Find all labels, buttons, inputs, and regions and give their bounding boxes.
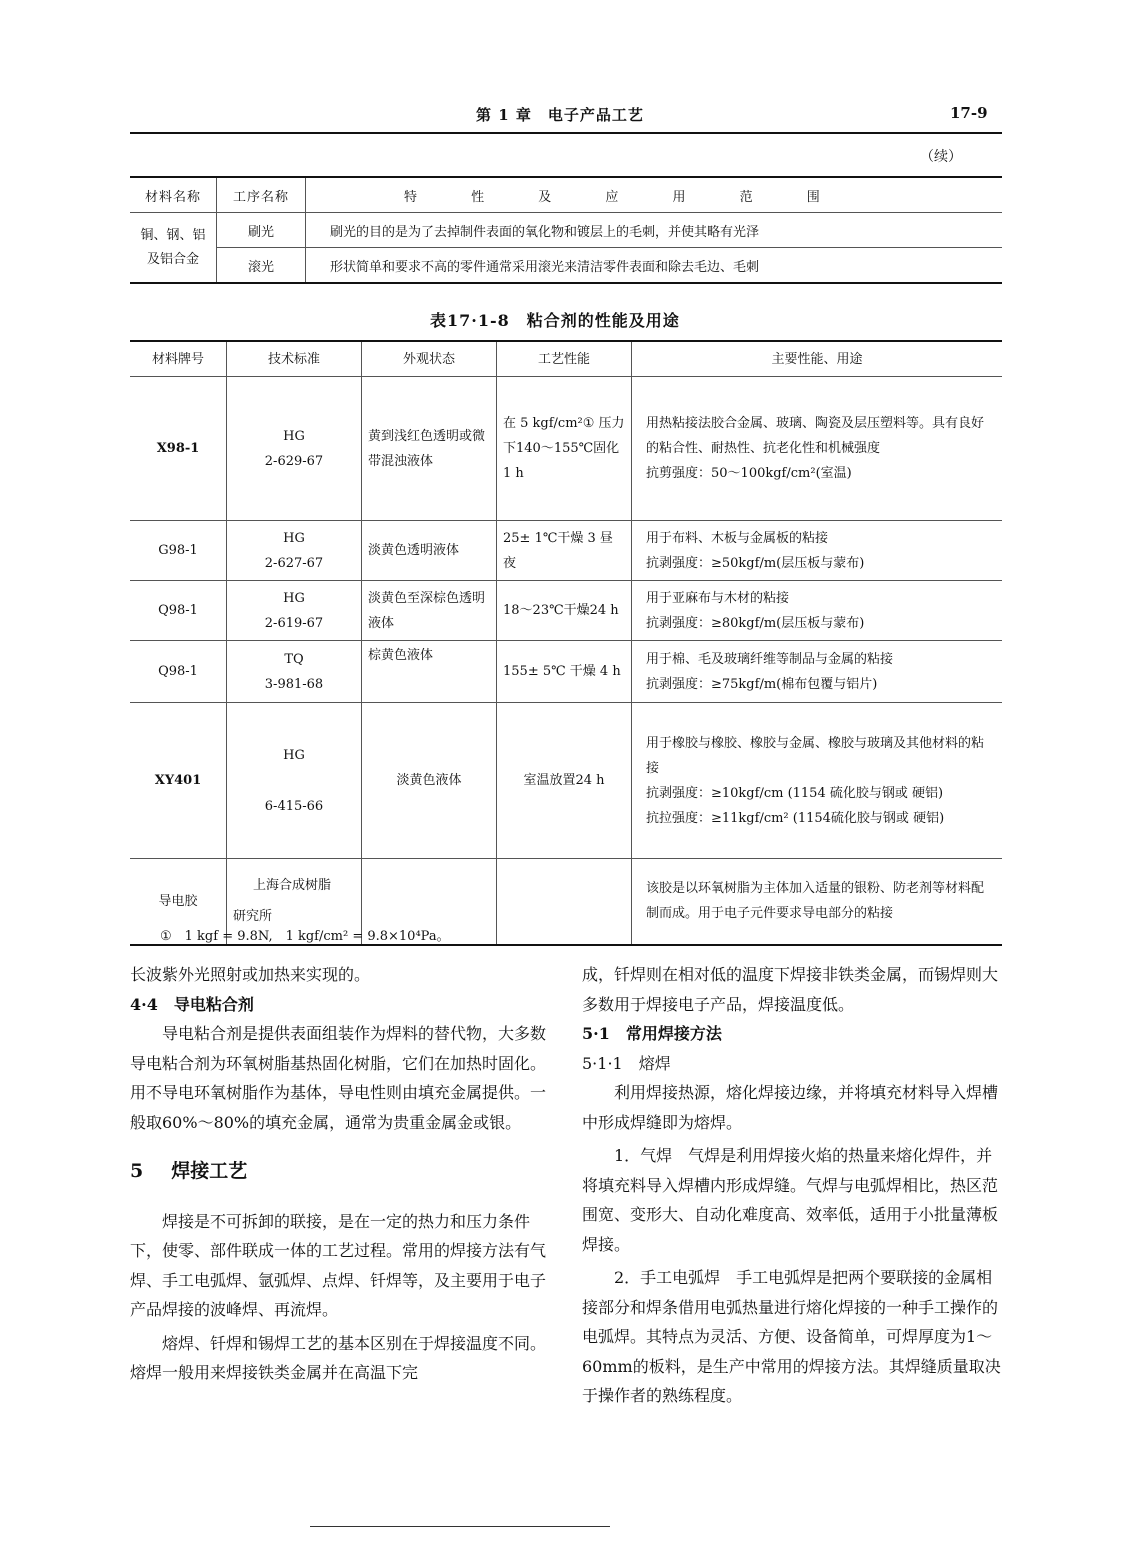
usage-line: 用于亚麻布与木材的粘接 — [646, 590, 790, 606]
standard-cell — [227, 581, 362, 641]
table-row — [130, 521, 1002, 581]
standard-number: 研究所 — [233, 909, 273, 925]
paragraph: 2．手工电弧焊 手工电弧焊是把两个要联接的金属相接部分和焊条借用电弧热量进行熔化焊接的一种手工操作的电弧焊。其特点为灵活、方便、设备简单，可焊厚度为1～60mm的板料，是生产中常用的焊接方法。其焊缝质量取决于操作者的熟练程度。 — [582, 1268, 1001, 1405]
paragraph: 1．气焊 气焊是利用焊接火焰的热量来熔化焊件，并将填充料导入焊槽内形成焊缝。气焊与电弧焊相比，热区范围宽、变形大、自动化难度高、效率低，适用于小批量薄板焊接。 — [582, 1146, 999, 1254]
table-header-row — [130, 177, 1002, 213]
grade-cell: 导电胶 — [130, 859, 227, 945]
usage-line: 抗剥强度：≥80kgf/m(层压板与蒙布) — [646, 615, 865, 631]
appearance-cell: 淡黄色液体 — [362, 703, 497, 859]
paragraph: 焊接是不可拆卸的联接，是在一定的热力和压力条件下，使零、部件联成一体的工艺过程。常用的焊接方法有气焊、手工电弧焊、氩弧焊、点焊、钎焊等，及主要用于电子产品焊接的波峰焊、再流焊。 — [130, 1211, 547, 1319]
process-cell — [497, 859, 632, 945]
standard-code: 上海合成树脂 — [253, 878, 332, 894]
standard-number: 2-627-67 — [264, 555, 324, 571]
usage-line: 抗剥强度：≥50kgf/m(层压板与蒙布) — [646, 555, 865, 571]
appearance-cell: 棕黄色液体 — [362, 641, 497, 703]
table-row — [130, 377, 1002, 521]
process-cell: 18～23℃干燥24 h — [497, 581, 632, 641]
usage-cell — [632, 521, 1003, 581]
appearance-cell: 淡黄色透明液体 — [362, 521, 497, 581]
grade-cell: XY401 — [130, 703, 227, 859]
usage-cell — [632, 641, 1003, 703]
usage-cell — [632, 703, 1003, 859]
table-header-cell: 特 性 及 应 用 范 围 — [306, 177, 1003, 213]
standard-code: HG — [283, 590, 305, 606]
standard-number: 2-619-67 — [264, 615, 324, 631]
table-header-cell: 主要性能、用途 — [632, 341, 1003, 377]
process-cell: 室温放置24 h — [497, 703, 632, 859]
section-heading: 5·1 常用焊接方法 — [582, 1024, 722, 1043]
table-caption: 表17·1-8 粘合剂的性能及用途 — [430, 311, 680, 330]
standard-code: HG — [283, 428, 305, 444]
right-column — [582, 960, 1004, 1411]
standard-cell — [227, 521, 362, 581]
process-cell: 刷光 — [217, 213, 306, 248]
grade-cell: Q98-1 — [130, 641, 227, 703]
usage-line: 抗拉强度：≥11kgf/cm² (1154硫化胶与钢或 硬铝) — [646, 810, 945, 826]
standard-number: 6-415-66 — [264, 798, 324, 814]
usage-cell — [632, 377, 1003, 521]
page-number: 17-9 — [950, 104, 988, 122]
material-cell: 铜、钢、铝及铝合金 — [130, 213, 217, 284]
standard-cell — [227, 377, 362, 521]
table-row — [130, 641, 1002, 703]
table-header-row — [130, 341, 1002, 377]
description-cell: 刷光的目的是为了去掉制件表面的氧化物和镀层上的毛刺，并使其略有光泽 — [306, 213, 1003, 248]
table-header-cell: 外观状态 — [362, 341, 497, 377]
adhesive-table — [130, 340, 1002, 946]
usage-line: 用热粘接法胶合金属、玻璃、陶瓷及层压塑料等。具有良好的粘合性、耐热性、抗老化性和机械强度 — [646, 416, 985, 456]
process-cell: 在 5 kgf/cm²① 压力下140～155℃固化1 h — [497, 377, 632, 521]
header-rule — [130, 132, 1002, 134]
grade-cell: Q98-1 — [130, 581, 227, 641]
process-cell: 155± 5℃ 干燥 4 h — [497, 641, 632, 703]
table-header-cell: 材料名称 — [130, 177, 217, 213]
standard-number: 3-981-68 — [264, 676, 324, 692]
standard-code: HG — [283, 747, 305, 763]
heading-title: 焊接工艺 — [171, 1160, 248, 1182]
paragraph: 熔焊、钎焊和锡焊工艺的基本区别在于焊接温度不同。熔焊一般用来焊接铁类金属并在高温下完 — [130, 1333, 547, 1382]
paragraph: 长波紫外光照射或加热来实现的。 — [130, 965, 371, 984]
process-cell: 滚光 — [217, 248, 306, 284]
standard-code: TQ — [284, 651, 304, 667]
chapter-heading — [130, 1157, 550, 1187]
subsection-heading: 5·1·1 熔焊 — [582, 1053, 671, 1073]
paragraph: 利用焊接热源，熔化焊接边缘，并将填充材料导入焊槽中形成焊缝即为熔焊。 — [582, 1083, 999, 1132]
section-heading: 4·4 导电粘合剂 — [130, 994, 254, 1014]
appearance-cell: 淡黄色至深棕色透明液体 — [362, 581, 497, 641]
grade-cell: G98-1 — [130, 521, 227, 581]
table-header-cell: 工序名称 — [217, 177, 306, 213]
paragraph: 成，钎焊则在相对低的温度下焊接非铁类金属，而锡焊则大多数用于焊接电子产品，焊接温度低。 — [582, 965, 999, 1014]
table-row — [130, 213, 1002, 248]
continued-label: （续） — [920, 149, 962, 165]
usage-line: 抗剥强度：≥10kgf/cm (1154 硫化胶与钢或 硬铝) — [646, 785, 944, 801]
standard-code: HG — [283, 530, 305, 546]
process-cell: 25± 1℃干燥 3 昼夜 — [497, 521, 632, 581]
table-footnote: ① 1 kgf = 9.8N, 1 kgf/cm² = 9.8×10⁴Pa。 — [160, 929, 450, 944]
usage-line: 抗剪强度：50～100kgf/cm²(室温) — [646, 466, 852, 481]
paragraph: 导电粘合剂是提供表面组装作为焊料的替代物，大多数导电粘合剂为环氧树脂基热固化树脂，它们在加热时固化。用不导电环氧树脂作为基体，导电性则由填充金属提供。一般取60%～80%的填充金属，通常为贵重金属金或银。 — [130, 1024, 547, 1132]
standard-cell — [227, 703, 362, 859]
table-header-cell: 技术标准 — [227, 341, 362, 377]
page-header-title: 第 1 章 电子产品工艺 — [476, 106, 644, 124]
heading-number: 5 — [130, 1160, 144, 1182]
table-row — [130, 581, 1002, 641]
usage-line: 用于橡胶与橡胶、橡胶与金属、橡胶与玻璃及其他材料的粘接 — [646, 735, 985, 776]
description-cell: 形状简单和要求不高的零件通常采用滚光来清洁零件表面和除去毛边、毛刺 — [306, 248, 1003, 284]
usage-line: 该胶是以环氧树脂为主体加入适量的银粉、防老剂等材料配制而成。用于电子元件要求导电部分的粘接 — [646, 881, 985, 922]
table-header-cell: 工艺性能 — [497, 341, 632, 377]
process-table — [130, 176, 1002, 284]
usage-line: 用于布料、木板与金属板的粘接 — [646, 530, 829, 546]
usage-line: 用于棉、毛及玻璃纤维等制品与金属的粘接 — [646, 651, 894, 667]
footer-rule — [310, 1526, 610, 1527]
usage-cell — [632, 859, 1003, 945]
table-header-cell: 材料牌号 — [130, 341, 227, 377]
standard-number: 2-629-67 — [264, 453, 324, 469]
appearance-cell: 黄到浅红色透明或微带混浊液体 — [362, 377, 497, 521]
usage-cell — [632, 581, 1003, 641]
table-row — [130, 248, 1002, 284]
left-column — [130, 960, 550, 1388]
table-row — [130, 703, 1002, 859]
grade-cell: X98-1 — [130, 377, 227, 521]
standard-cell — [227, 641, 362, 703]
usage-line: 抗剥强度：≥75kgf/m(棉布包覆与铝片) — [646, 676, 878, 692]
